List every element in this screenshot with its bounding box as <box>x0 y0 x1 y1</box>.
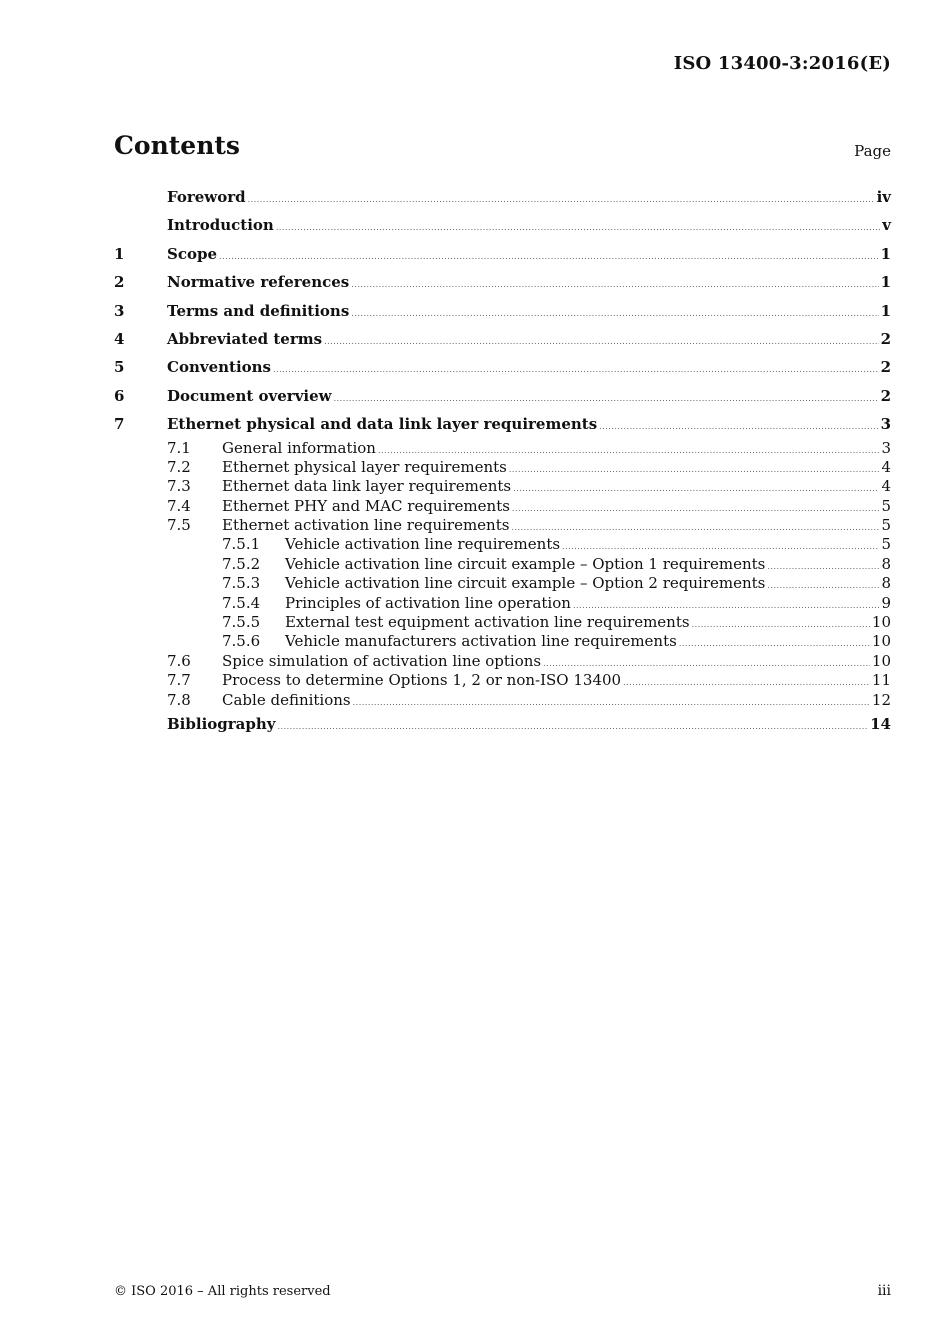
toc-entry-number: 7.6 <box>167 651 191 670</box>
toc-dot-leader <box>767 576 879 595</box>
toc-entry[interactable] <box>114 555 891 574</box>
toc-dot-leader <box>599 413 878 441</box>
toc-entry-number: 7.5.4 <box>222 593 261 612</box>
toc-entry-title: Abbreviated terms <box>167 329 323 348</box>
toc-entry-page: iv <box>876 188 891 206</box>
toc-dot-leader <box>278 713 869 741</box>
toc-entry-title: Vehicle activation line circuit example – Option 2 requirements <box>285 574 766 593</box>
toc-entry-title: Ethernet activation line requirements <box>222 516 510 535</box>
toc-entry-title: Document overview <box>167 386 332 405</box>
toc-entry-page: 4 <box>881 477 891 496</box>
toc-entry-title: Normative references <box>167 273 350 292</box>
toc-entry[interactable] <box>114 439 891 458</box>
toc-entry[interactable] <box>114 594 891 613</box>
toc-entry-page: 8 <box>881 574 891 593</box>
toc-entry-title: External test equipment activation line requirements <box>285 613 690 632</box>
toc-entry[interactable] <box>114 516 891 535</box>
toc-entry-page: v <box>882 216 891 235</box>
toc-entry-title: Bibliography <box>167 714 276 733</box>
toc-entry-number: 7.8 <box>167 690 191 709</box>
toc-entry-title: Ethernet data link layer requirements <box>222 477 512 496</box>
page-title: Contents <box>114 131 241 160</box>
toc-entry-page: 10 <box>871 613 891 632</box>
toc-entry[interactable] <box>114 613 891 632</box>
toc-entry-page: 2 <box>880 386 891 405</box>
toc-entry-number: 5 <box>114 358 125 377</box>
toc-entry-page: 1 <box>880 273 891 292</box>
toc-entry-title: Ethernet PHY and MAC requirements <box>222 496 510 515</box>
toc-entry-page: 1 <box>880 244 891 263</box>
toc-entry-number: 2 <box>114 273 125 292</box>
toc-entry[interactable] <box>114 458 891 477</box>
toc-entry-number: 7.5.2 <box>222 554 261 573</box>
toc-entry[interactable] <box>114 410 891 438</box>
toc-dot-leader <box>353 693 870 712</box>
toc-entry-page: 4 <box>881 457 891 476</box>
toc-entry-page: 1 <box>880 301 891 320</box>
toc-entry-number: 6 <box>114 386 125 405</box>
toc-entry-title: General information <box>222 438 376 457</box>
toc-entry[interactable] <box>114 574 891 593</box>
toc-dot-leader <box>692 615 870 634</box>
toc-entry[interactable] <box>114 268 891 296</box>
toc-entry-number: 3 <box>114 301 125 320</box>
toc-entry-title: Terms and definitions <box>167 301 350 320</box>
toc-dot-leader <box>334 385 879 413</box>
toc-dot-leader <box>509 460 880 479</box>
toc-dot-leader <box>767 557 879 576</box>
toc-entry[interactable] <box>114 211 891 239</box>
toc-dot-leader <box>219 243 879 271</box>
toc-entry[interactable] <box>114 240 891 268</box>
toc-entry-title: Conventions <box>167 358 271 377</box>
toc-entry-title: Cable definitions <box>222 690 351 709</box>
toc-dot-leader <box>324 328 878 356</box>
toc-entry-number: 7.3 <box>167 477 191 496</box>
toc-entry-title: Vehicle activation line circuit example – Option 1 requirements <box>285 554 766 573</box>
page-column-label: Page <box>854 142 891 160</box>
toc-entry-number: 7.4 <box>167 496 191 515</box>
toc-entry-page: 5 <box>881 516 891 535</box>
toc-entry[interactable] <box>114 297 891 325</box>
toc-entry[interactable] <box>114 652 891 671</box>
toc-entry-number: 7.5.5 <box>222 613 261 632</box>
toc-entry[interactable] <box>114 497 891 516</box>
toc-dot-leader <box>351 271 878 299</box>
toc-entry[interactable] <box>114 325 891 353</box>
toc-entry-number: 4 <box>114 329 125 348</box>
toc-entry-page: 11 <box>871 671 891 690</box>
toc-entry-page: 5 <box>881 535 891 554</box>
copyright-notice: © ISO 2016 – All rights reserved <box>114 1284 331 1299</box>
toc-entry-page: 3 <box>881 438 891 457</box>
toc-entry-number: 7.5.6 <box>222 632 261 651</box>
page-number: iii <box>877 1283 891 1299</box>
toc-entry-page: 3 <box>880 415 891 434</box>
toc-entry-page: 8 <box>881 554 891 573</box>
toc-entry-number: 7.7 <box>167 671 191 690</box>
toc-entry[interactable] <box>114 477 891 496</box>
toc-entry-title: Ethernet physical layer requirements <box>222 457 507 476</box>
toc-entry-page: 5 <box>881 496 891 515</box>
toc-dot-leader <box>513 479 879 498</box>
toc-entry-number: 7 <box>114 415 125 434</box>
toc-entry-number: 7.5.3 <box>222 574 261 593</box>
toc-entry-page: 10 <box>871 651 891 670</box>
toc-entry-title: Process to determine Options 1, 2 or non-ISO 13400 <box>222 671 622 690</box>
toc-entry-page: 2 <box>880 329 891 348</box>
toc-dot-leader <box>351 300 878 328</box>
toc-entry-number: 7.5.1 <box>222 535 261 554</box>
toc-entry-title: Vehicle manufacturers activation line requirements <box>285 632 677 651</box>
toc-entry-title: Vehicle activation line requirements <box>285 535 561 554</box>
toc-entry-page: 14 <box>870 714 891 733</box>
toc-dot-leader <box>273 356 879 384</box>
toc-dot-leader <box>512 499 880 518</box>
toc-entry-title: Introduction <box>167 216 274 235</box>
toc-dot-leader <box>679 634 870 653</box>
toc-entry-title: Principles of activation line operation <box>285 593 571 612</box>
toc-entry[interactable] <box>114 671 891 690</box>
toc-entry-title: Foreword <box>167 188 246 206</box>
standard-identifier: ISO 13400-3:2016(E) <box>673 53 891 74</box>
toc-entry-number: 7.1 <box>167 438 191 457</box>
toc-entry-number: 7.5 <box>167 516 191 535</box>
toc-entry-page: 10 <box>871 632 891 651</box>
toc-entry-page: 12 <box>871 690 891 709</box>
toc-entry-title: Ethernet physical and data link layer requirements <box>167 415 598 434</box>
toc-entry-page: 9 <box>881 593 891 612</box>
toc-dot-leader <box>511 518 879 537</box>
toc-entry[interactable] <box>114 632 891 651</box>
toc-dot-leader <box>623 673 870 692</box>
table-of-contents <box>114 183 891 738</box>
toc-entry-page: 2 <box>880 358 891 377</box>
toc-dot-leader <box>276 214 880 242</box>
toc-entry[interactable] <box>114 535 891 554</box>
toc-entry-title: Scope <box>167 244 218 263</box>
toc-entry-number: 7.2 <box>167 457 191 476</box>
toc-dot-leader <box>248 186 875 214</box>
toc-entry[interactable] <box>114 691 891 710</box>
toc-entry[interactable] <box>114 353 891 381</box>
toc-entry-number: 1 <box>114 244 125 263</box>
toc-entry[interactable] <box>114 382 891 410</box>
toc-entry-title: Spice simulation of activation line options <box>222 651 542 670</box>
toc-entry[interactable] <box>114 183 891 211</box>
toc-entry[interactable] <box>114 710 891 738</box>
